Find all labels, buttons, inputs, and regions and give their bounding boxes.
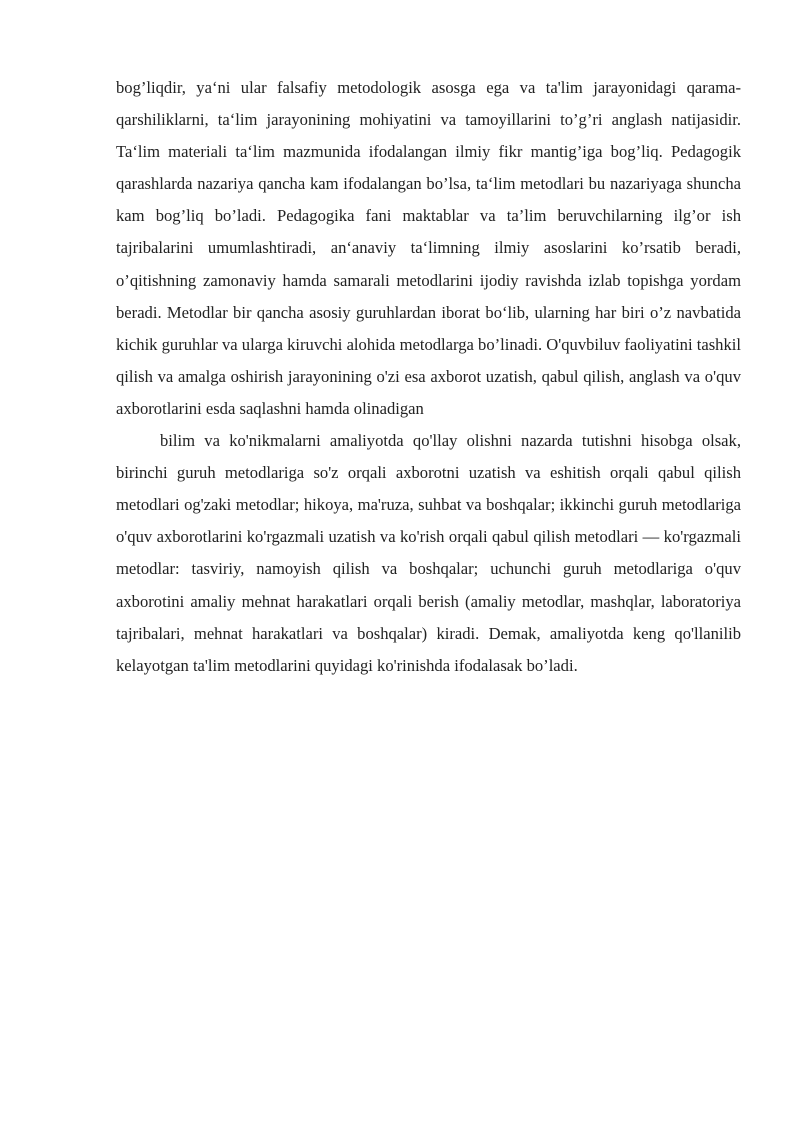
paragraph-2: bilim va ko'nikmalarni amaliyotda qo'llay olishni nazarda tutishni hisobga olsak, birinchi guruh metodlariga so'z orqali axborotni uzatish va eshitish orqali qabul qilish metodlari og'zaki metodlar; hikoya, ma'ruza, suhbat va boshqalar; ikkinchi guruh metodlariga o'quv axborotlarini ko'rgazmali uzatish va ko'rish orqali qabul qilish metodlari — ko'rgazmali metodlar: tasviriy, namoyish qilish va boshqalar; uchunchi guruh metodlariga o'quv axborotini amaliy mehnat harakatlari orqali berish (amaliy metodlar, mashqlar, laboratoriya tajribalari, mehnat harakatlari va boshqalar) kiradi. Demak, amaliyotda keng qo'llanilib kelayotgan ta'lim metodlarini quyidagi ko'rinishda ifodalasak bo’ladi. xyxy=(116,431,741,675)
document-body xyxy=(116,72,741,682)
paragraph-1: bog’liqdir, ya‘ni ular falsafiy metodologik asosga ega va ta'lim jarayonidagi qarama-qarshiliklarni, ta‘lim jarayonining mohiyatini va tamoyillarini to’g’ri anglash natijasidir. Ta‘lim materiali ta‘lim mazmunida ifodalangan ilmiy fikr mantig’iga bog’liq. Pedagogik qarashlarda nazariya qancha kam ifodalangan bo’lsa, ta‘lim metodlari bu nazariyaga shuncha kam bog’liq bo’ladi. Pedagogika fani maktablar va ta’lim beruvchilarning ilg’or ish tajribalarini umumlashtiradi, an‘anaviy ta‘limning ilmiy asoslarini ko’rsatib beradi, o’qitishning zamonaviy hamda samarali metodlarini ijodiy ravishda izlab topishga yordam beradi. Metodlar bir qancha asosiy guruhlardan iborat bo‘lib, ularning har biri o’z navbatida kichik guruhlar va ularga kiruvchi alohida metodlarga bo’linadi. O'quvbiluv faoliyatini tashkil qilish va amalga oshirish jarayonining o'zi esa axborot uzatish, qabul qilish, anglash va o'quv axborotlarini esda saqlashni hamda olinadigan xyxy=(116,78,741,418)
